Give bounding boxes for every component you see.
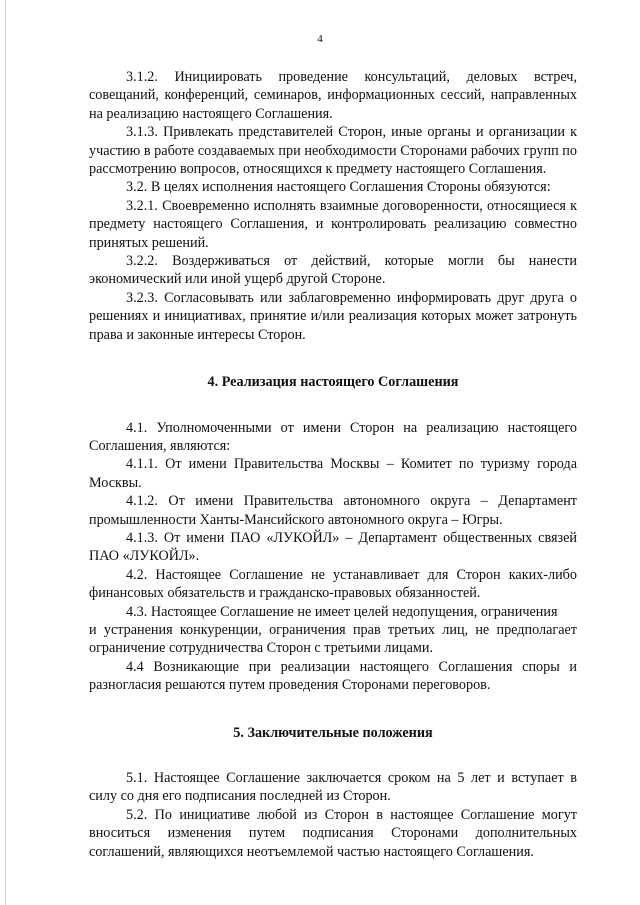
- clause-3-1-3: 3.1.3. Привлекать представителей Сторон, иные органы и организации к участию в работе создаваемых при необходимости Сторонами рабочих групп по рассмотрению вопросов, относящихся к предмету настоящего Соглашения.: [89, 124, 577, 178]
- clause-4-1-1: 4.1.1. От имени Правительства Москвы – Комитет по туризму города Москвы.: [89, 456, 577, 491]
- clause-3-2-3: 3.2.3. Согласовывать или заблаговременно информировать друг друга о решениях и инициативах, принятие и/или реализация которых может затронуть права и законные интересы Сторон.: [89, 289, 577, 343]
- section-heading-5: 5. Заключительные положения: [233, 724, 433, 741]
- clause-4-3: 4.3. Настоящее Соглашение не имеет целей недопущения, ограничения: [126, 603, 558, 620]
- clause-4-4: 4.4 Возникающие при реализации настоящего Соглашения споры и разногласия решаются путем проведения Сторонами переговоров.: [89, 658, 577, 694]
- clause-5-2: 5.2. По инициативе любой из Сторон в настоящее Соглашение могут вноситься изменения путем подписания Сторонами дополнительных соглашений, являющихся неотъемлемой частью настоящего Соглашения.: [89, 806, 577, 860]
- clause-3-1-2: 3.1.2. Инициировать проведение консультаций, деловых встреч, совещаний, конференций, семинаров, информационных сессий, направленных на реализацию настоящего Соглашения.: [89, 69, 577, 122]
- section-heading-4: 4. Реализация настоящего Соглашения: [207, 374, 459, 391]
- clause-4-2: 4.2. Настоящее Соглашение не устанавливает для Сторон каких-либо финансовых обязательств и гражданско-правовых обязанностей.: [89, 566, 577, 602]
- page-number: 4: [317, 33, 323, 45]
- clause-5-1: 5.1. Настоящее Соглашение заключается сроком на 5 лет и вступает в силу со дня его подписания последней из Сторон.: [89, 770, 577, 805]
- clause-4-1-2: 4.1.2. От имени Правительства автономного округа – Департамент промышленности Ханты-Мансийского автономного округа – Югры.: [89, 493, 577, 528]
- clause-4-1-3: 4.1.3. От имени ПАО «ЛУКОЙЛ» – Департамент общественных связей ПАО «ЛУКОЙЛ».: [89, 529, 577, 565]
- clause-3-2-1: 3.2.1. Своевременно исполнять взаимные договоренности, относящиеся к предмету настоящего Соглашения, и контролировать реализацию совместно принятых решений.: [89, 197, 577, 251]
- document-body: [89, 68, 577, 861]
- scan-edge-line: [5, 0, 6, 905]
- clause-3-2: 3.2. В целях исполнения настоящего Соглашения Стороны обязуются:: [126, 179, 551, 196]
- clause-4-3-continued: и устранения конкуренции, ограничения прав третьих лиц, не предполагает ограничение сотрудничества Сторон с третьими лицами.: [89, 621, 577, 657]
- clause-4-1: 4.1. Уполномоченными от имени Сторон на реализацию настоящего Соглашения, являются:: [89, 419, 577, 454]
- clause-3-2-2: 3.2.2. Воздерживаться от действий, которые могли бы нанести экономический или иной ущерб другой Стороне.: [89, 253, 577, 288]
